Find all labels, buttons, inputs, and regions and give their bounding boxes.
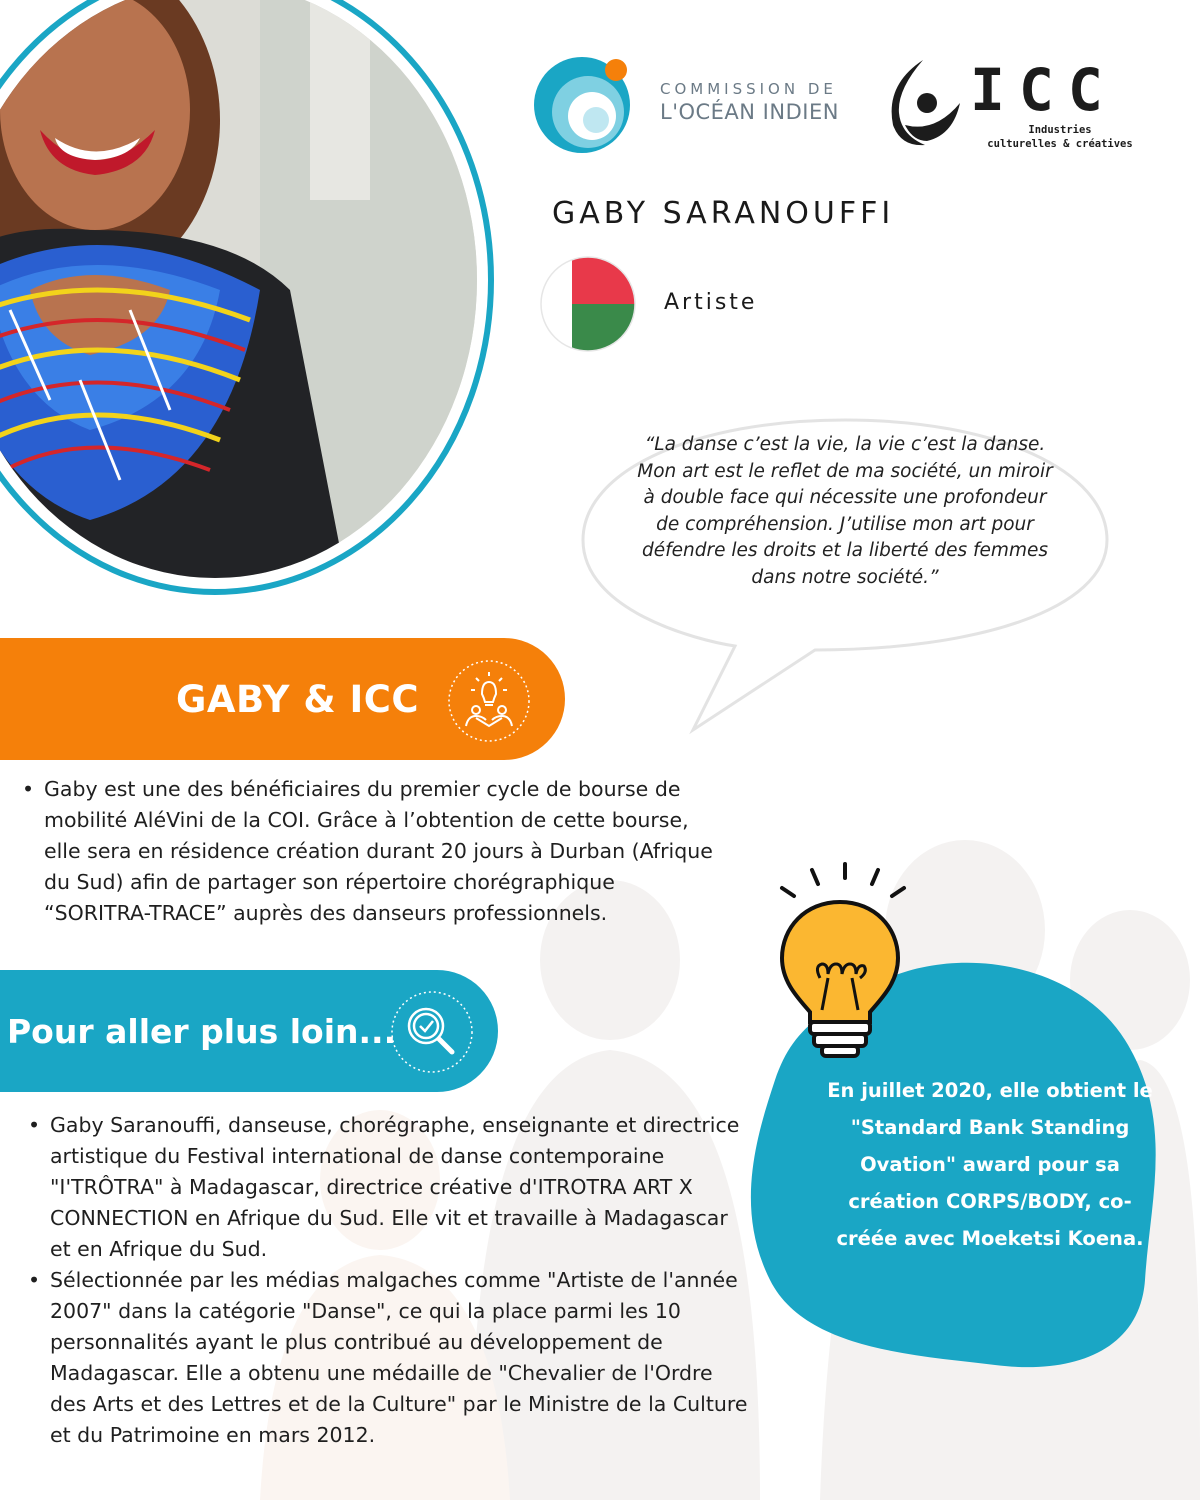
coi-logo-line2: L'OCÉAN INDIEN bbox=[660, 100, 839, 124]
section-banner-icc bbox=[0, 638, 565, 760]
icc-logo-icon bbox=[875, 55, 965, 150]
partner-logos bbox=[530, 50, 1170, 160]
coi-logo-icon bbox=[530, 50, 640, 160]
section-title-icc: GABY & ICC bbox=[176, 678, 420, 721]
section-title-more: Pour aller plus loin... bbox=[7, 1012, 397, 1051]
madagascar-flag-icon bbox=[540, 256, 636, 352]
artist-role: Artiste bbox=[664, 290, 758, 315]
idea-people-icon bbox=[444, 656, 534, 746]
coi-logo-line1: COMMISSION DE bbox=[660, 80, 837, 98]
icc-logo-title: ICC bbox=[970, 56, 1117, 124]
artist-name: GABY SARANOUFFI bbox=[552, 196, 895, 231]
icc-logo-subtitle: Industries culturelles & créatives bbox=[987, 124, 1133, 150]
artist-quote: “La danse c’est la vie, la vie c’est la danse. Mon art est le reflet de ma société, un miroir à double face qui nécessite une profondeur de compréhension. J’utilise mon art pour défendre les droits et la liberté des femmes dans notre société.” bbox=[637, 434, 1053, 588]
list-item: • Sélectionnée par les médias malgaches comme "Artiste de l'année 2007" dans la catégorie "Danse", ce qui la place parmi les 10 personnalités ayant le plus contribué au développement de Madagascar. Elle a obtenu une médaille de "Chevalier de l'Ordre des Arts et des Lettres et de la Culture" par le Ministre de la Culture et du Patrimoine en mars 2012. bbox=[28, 1265, 748, 1451]
section-banner-more bbox=[0, 970, 498, 1092]
icc-details-list bbox=[22, 774, 722, 929]
magnifier-check-icon bbox=[386, 986, 478, 1078]
list-item: • Gaby Saranouffi, danseuse, chorégraphe, enseignante et directrice artistique du Festival international de danse contemporaine "I'TRÔTRA" à Madagascar, directrice créative d'ITROTRA ART X CONNECTION en Afrique du Sud. Elle vit et travaille à Madagascar et en Afrique du Sud. bbox=[28, 1110, 748, 1265]
list-item: • Gaby est une des bénéficiaires du premier cycle de bourse de mobilité AléVini de la COI. Grâce à l’obtention de cette bourse, elle sera en résidence création durant 20 jours à Durban (Afrique du Sud) afin de partager son répertoire chorégraphique “SORITRA-TRACE” auprès des danseurs professionnels. bbox=[22, 774, 722, 929]
portrait-photo bbox=[0, 0, 500, 600]
more-details-list bbox=[28, 1110, 748, 1451]
highlight-text: En juillet 2020, elle obtient le "Standard Bank Standing Ovation" award pour sa création CORPS/BODY, co-créée avec Moeketsi Koena. bbox=[827, 1079, 1153, 1250]
lightbulb-icon bbox=[770, 860, 910, 1060]
